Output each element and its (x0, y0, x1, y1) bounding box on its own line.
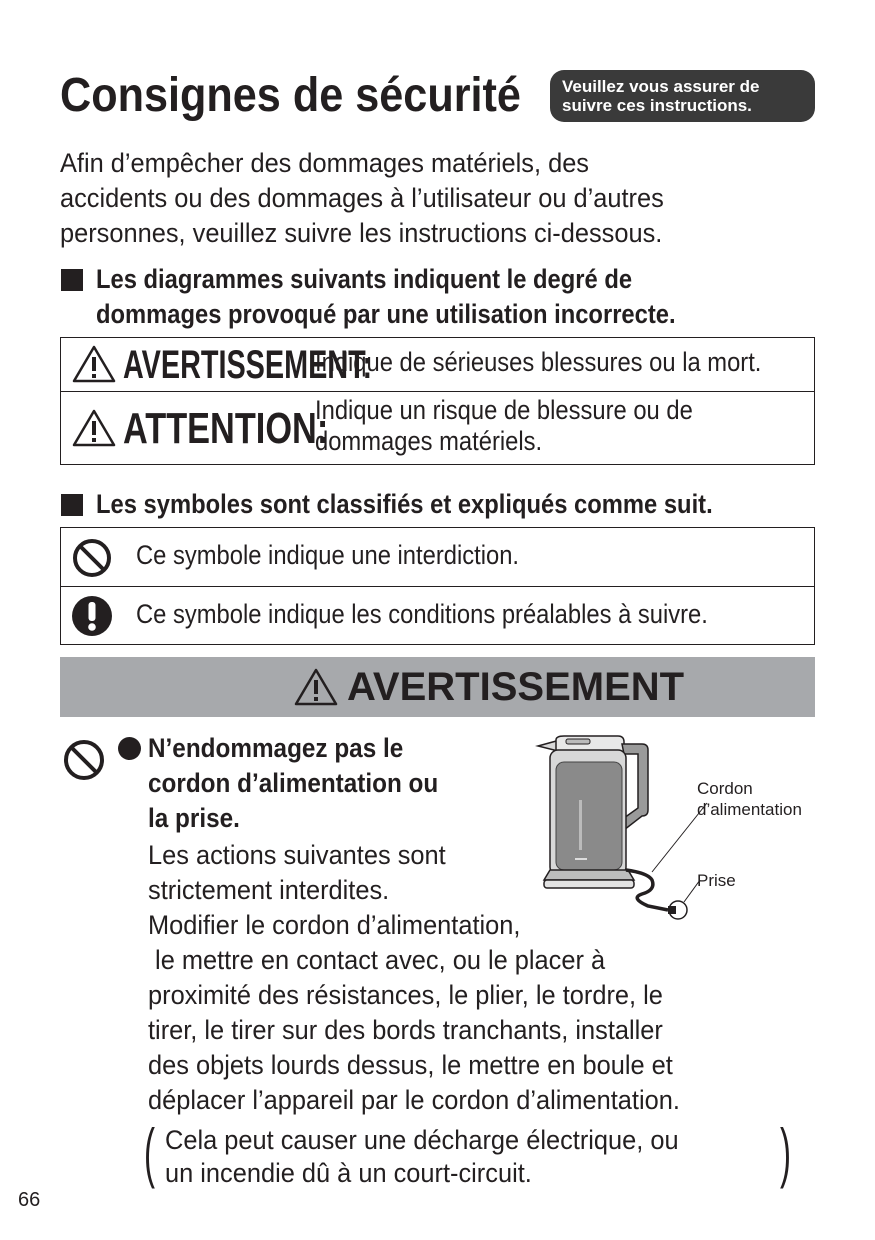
open-parenthesis: ( (144, 1115, 155, 1189)
severity-description (315, 395, 693, 457)
severity-label: ATTENTION: (123, 404, 329, 453)
symbol-description: Ce symbole indique une interdiction. (136, 540, 520, 570)
badge-line: Veuillez vous assurer de (562, 77, 760, 96)
section1-heading (96, 262, 676, 332)
description-line: dommages matériels. (315, 426, 543, 456)
label-line: Cordon (697, 779, 753, 798)
bullet-dot-icon (118, 737, 141, 760)
prohibition-icon (71, 537, 113, 579)
warning-banner-label: AVERTISSEMENT (347, 665, 685, 709)
symbols-table (60, 527, 815, 645)
page-title: Consignes de sécurité (60, 69, 521, 122)
warning-triangle-icon (71, 408, 117, 448)
description-line: Indique un risque de blessure ou de (315, 395, 693, 425)
body-line: strictement interdites. (148, 875, 390, 905)
title-line: N’endommagez pas le (148, 733, 404, 763)
severity-row-caution (61, 391, 814, 465)
body-line: tirer, le tirer sur des bords tranchants, installer (148, 1015, 663, 1045)
label-line: d’alimentation (697, 800, 802, 819)
warning-banner (60, 657, 815, 717)
close-parenthesis: ) (780, 1115, 791, 1189)
section2-heading: Les symboles sont classifiés et expliqués comme suit. (96, 489, 713, 519)
page-number: 66 (18, 1189, 41, 1211)
severity-label: AVERTISSEMENT: (123, 343, 373, 387)
body-line: des objets lourds dessus, le mettre en boule et (148, 1050, 673, 1080)
body-line: déplacer l’appareil par le cordon d’alimentation. (148, 1085, 680, 1115)
heading-line: dommages provoqué par une utilisation incorrecte. (96, 299, 676, 329)
severity-table (60, 337, 815, 465)
title-line: cordon d’alimentation ou (148, 768, 439, 798)
instruction-badge (550, 70, 815, 122)
body-line: Modifier le cordon d’alimentation, (148, 910, 521, 940)
kettle-illustration (530, 730, 730, 920)
square-bullet-icon (61, 269, 83, 291)
consequence-line: un incendie dû à un court-circuit. (165, 1158, 532, 1188)
heading-line: Les diagrammes suivants indiquent le degré de (96, 264, 633, 294)
intro-line: accidents ou des dommages à l’utilisateur ou d’autres (60, 183, 664, 213)
warning-item-title (148, 731, 438, 836)
symbol-row (61, 586, 814, 645)
intro-line: Afin d’empêcher des dommages matériels, des (60, 148, 590, 178)
severity-description: Indique de sérieuses blessures ou la mort. (315, 347, 762, 377)
warning-triangle-icon (293, 667, 339, 707)
figure-label-cord (697, 778, 802, 820)
consequence-line: Cela peut causer une décharge électrique, ou (165, 1125, 679, 1155)
warning-triangle-icon (71, 344, 117, 384)
symbol-description: Ce symbole indique les conditions préalables à suivre. (136, 599, 708, 629)
mandatory-icon (71, 595, 113, 637)
prohibition-icon (62, 738, 106, 782)
body-line: Les actions suivantes sont (148, 840, 446, 870)
symbol-row (61, 528, 814, 586)
body-line: proximité des résistances, le plier, le tordre, le (148, 980, 663, 1010)
badge-line: suivre ces instructions. (562, 96, 752, 115)
severity-row-warning (61, 338, 814, 391)
intro-paragraph (60, 146, 664, 251)
figure-label-plug: Prise (697, 871, 736, 890)
intro-line: personnes, veuillez suivre les instructions ci-dessous. (60, 218, 663, 248)
title-line: la prise. (148, 803, 240, 833)
square-bullet-icon (61, 494, 83, 516)
body-line: le mettre en contact avec, ou le placer à (148, 945, 606, 975)
warning-consequence (165, 1124, 679, 1190)
